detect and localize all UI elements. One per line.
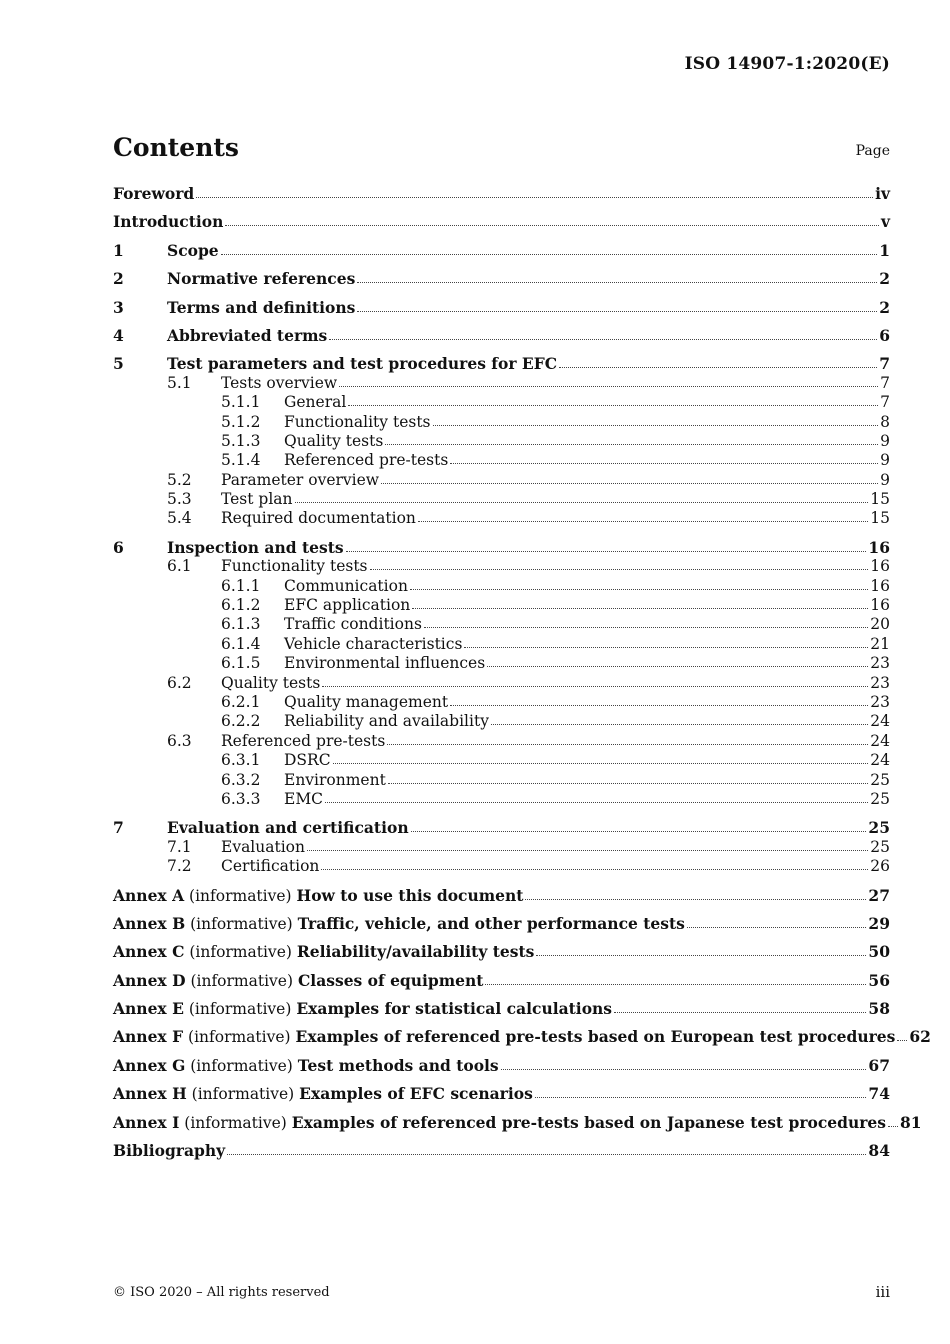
toc-entry-number: 7.1	[167, 837, 192, 856]
toc-entry-title: Abbreviated terms	[167, 325, 328, 345]
annex-entry[interactable]	[113, 942, 890, 961]
toc-entry[interactable]	[113, 509, 890, 528]
toc-entry-number: 6.1	[167, 557, 192, 576]
toc-entry-title: EFC application	[284, 596, 411, 615]
dot-leader	[346, 550, 867, 552]
toc-entry-page: 7	[879, 354, 890, 374]
toc-entry-number: 5.3	[167, 490, 192, 509]
toc-entry-title: Functionality tests	[221, 557, 368, 576]
toc-entry-title: Scope	[167, 240, 219, 260]
dot-leader	[388, 782, 868, 784]
dot-leader	[418, 520, 868, 522]
toc-entry[interactable]	[113, 184, 890, 203]
dot-leader	[221, 253, 878, 255]
doc-header: ISO 14907-1:2020(E)	[684, 54, 890, 74]
toc-entry[interactable]	[113, 838, 890, 857]
toc-entry[interactable]	[113, 818, 890, 837]
annex-entry[interactable]	[113, 886, 890, 905]
toc-entry-page: 25	[870, 770, 890, 789]
toc-entry-title: DSRC	[284, 751, 331, 770]
dot-leader	[888, 1125, 898, 1127]
toc-entry-page: 9	[880, 451, 890, 470]
annex-entry[interactable]	[113, 971, 890, 990]
toc-entry[interactable]	[113, 393, 890, 412]
toc-entry-page: 25	[868, 818, 890, 838]
table-of-contents	[113, 184, 931, 1161]
toc-entry-title: Evaluation	[221, 837, 305, 856]
toc-entry-title: Traffic conditions	[284, 615, 422, 634]
annex-entry[interactable]	[113, 1056, 890, 1075]
toc-entry[interactable]	[113, 751, 890, 770]
annex-page: 29	[868, 913, 890, 933]
toc-entry-number: 6.1.4	[221, 634, 261, 653]
dot-leader	[535, 1096, 867, 1098]
annex-entry[interactable]	[113, 1084, 890, 1103]
toc-entry-title: Vehicle characteristics	[284, 634, 463, 653]
annex-label: Annex B	[113, 913, 186, 933]
toc-entry-title: Test parameters and test procedures for EFC	[167, 354, 558, 374]
toc-entry-page: 9	[880, 431, 890, 450]
dot-leader	[536, 954, 866, 956]
dot-leader	[559, 366, 877, 368]
dot-leader	[485, 983, 866, 985]
annex-page: 58	[868, 999, 890, 1019]
toc-entry-number: 6	[113, 537, 124, 557]
toc-entry[interactable]	[113, 212, 890, 231]
bibliography-page: 84	[868, 1141, 890, 1161]
toc-entry-number: 6.3.1	[221, 751, 261, 770]
toc-entry-page: 25	[870, 789, 890, 808]
toc-entry-number: 7	[113, 818, 124, 838]
toc-entry[interactable]	[113, 771, 890, 790]
toc-entry-number: 5.1.2	[221, 412, 261, 431]
toc-entry-page: 23	[870, 692, 890, 711]
annex-title: Examples of referenced pre-tests based on European test procedures	[295, 1027, 896, 1047]
toc-entry[interactable]	[113, 432, 890, 451]
dot-leader	[381, 482, 878, 484]
toc-entry[interactable]	[113, 451, 890, 470]
dot-leader	[357, 281, 877, 283]
toc-entry-number: 7.2	[167, 857, 192, 876]
toc-entry[interactable]	[113, 615, 890, 634]
toc-entry-title: Referenced pre-tests	[284, 451, 449, 470]
toc-entry-number: 5.1.1	[221, 393, 261, 412]
toc-entry-number: 5.1.4	[221, 451, 261, 470]
annex-label: Annex H	[113, 1084, 187, 1104]
annex-title: Traffic, vehicle, and other performance tests	[297, 913, 685, 933]
toc-entry[interactable]	[113, 557, 890, 576]
toc-entry-page: 2	[879, 297, 890, 317]
toc-entry-page: 2	[879, 269, 890, 289]
toc-entry-number: 5	[113, 354, 124, 374]
toc-entry-page: 23	[870, 673, 890, 692]
toc-entry-page: 24	[870, 712, 890, 731]
toc-entry-number: 6.1.2	[221, 596, 261, 615]
toc-entry[interactable]	[113, 241, 890, 260]
toc-entry[interactable]	[113, 857, 890, 876]
annex-title: Examples for statistical calculations	[296, 999, 613, 1019]
toc-entry[interactable]	[113, 326, 890, 345]
annex-entry[interactable]	[113, 1112, 922, 1132]
toc-entry-number: 6.3	[167, 731, 192, 750]
annex-label: Annex F	[113, 1027, 184, 1047]
footer-copyright: © ISO 2020 – All rights reserved	[113, 1285, 330, 1300]
toc-entry-title: Environment	[284, 770, 386, 789]
dot-leader	[387, 743, 868, 745]
toc-entry-number: 5.1	[167, 373, 192, 392]
dot-leader	[348, 404, 878, 406]
annex-label: Annex I	[113, 1112, 180, 1132]
toc-entry-page: 1	[879, 240, 890, 260]
annex-kind: (informative)	[190, 971, 294, 990]
annex-kind: (informative)	[190, 1056, 293, 1075]
footer-page-number: iii	[875, 1283, 890, 1301]
toc-entry-page: 23	[870, 654, 890, 673]
toc-entry-title: General	[284, 393, 347, 412]
toc-entry-title: Communication	[284, 576, 408, 595]
toc-entry[interactable]	[113, 693, 890, 712]
annex-title: Examples of referenced pre-tests based on Japanese test procedures	[291, 1112, 886, 1132]
toc-entry-page: 26	[870, 857, 890, 876]
toc-entry-title: Reliability and availability	[284, 712, 489, 731]
dot-leader	[487, 665, 868, 667]
toc-entry-page: 25	[870, 837, 890, 856]
toc-entry-title: Introduction	[113, 212, 224, 232]
toc-entry-number: 1	[113, 240, 124, 260]
annex-label: Annex E	[113, 999, 184, 1019]
toc-entry-page: 7	[880, 393, 890, 412]
dot-leader	[433, 424, 879, 426]
toc-entry-page: 8	[880, 412, 890, 431]
annex-page: 62	[909, 1027, 931, 1047]
annex-title: Classes of equipment	[297, 970, 484, 990]
dot-leader	[227, 1153, 866, 1155]
toc-entry[interactable]	[113, 298, 890, 317]
dot-leader	[410, 588, 868, 590]
dot-leader	[357, 310, 877, 312]
dot-leader	[307, 849, 868, 851]
toc-entry[interactable]	[113, 712, 890, 731]
dot-leader	[450, 704, 868, 706]
dot-leader	[225, 224, 879, 226]
toc-entry-title: Referenced pre-tests	[221, 731, 386, 750]
toc-entry-title: Parameter overview	[221, 470, 380, 489]
toc-entry-page: 20	[870, 615, 890, 634]
toc-entry-page: 6	[879, 325, 890, 345]
toc-entry-number: 6.1.1	[221, 576, 261, 595]
annex-page: 50	[868, 942, 890, 962]
toc-entry-page: 24	[870, 751, 890, 770]
dot-leader	[424, 626, 868, 628]
toc-entry-page: 16	[868, 537, 890, 557]
annex-kind: (informative)	[188, 1028, 291, 1047]
dot-leader	[501, 1068, 867, 1070]
dot-leader	[412, 607, 868, 609]
dot-leader	[525, 898, 866, 900]
toc-entry-title: Test plan	[221, 490, 293, 509]
toc-entry-title: Foreword	[113, 184, 195, 203]
toc-entry-title: Certification	[221, 857, 320, 876]
toc-entry-page: 16	[870, 557, 890, 576]
toc-entry[interactable]	[113, 577, 890, 596]
toc-entry[interactable]	[113, 790, 890, 809]
annex-title: How to use this document	[296, 885, 524, 905]
dot-leader	[614, 1011, 866, 1013]
toc-entry-number: 5.4	[167, 509, 192, 528]
annex-title: Test methods and tools	[297, 1055, 499, 1075]
annex-title: Reliability/availability tests	[296, 942, 535, 962]
dot-leader	[687, 926, 867, 928]
annex-page: 67	[868, 1055, 890, 1075]
annex-kind: (informative)	[190, 914, 293, 933]
annex-page: 27	[868, 885, 890, 905]
toc-entry[interactable]	[113, 596, 890, 615]
dot-leader	[321, 868, 868, 870]
toc-entry[interactable]	[113, 354, 890, 373]
toc-entry-page: iv	[875, 184, 890, 203]
toc-entry-title: EMC	[284, 789, 324, 808]
toc-entry-title: Evaluation and certification	[167, 818, 409, 838]
toc-entry-number: 5.2	[167, 470, 192, 489]
bibliography-title: Bibliography	[113, 1141, 226, 1161]
annex-entry[interactable]	[113, 1027, 931, 1047]
toc-entry-page: 15	[870, 509, 890, 528]
toc-entry-number: 6.1.3	[221, 615, 261, 634]
toc-entry[interactable]	[113, 269, 890, 288]
toc-entry-page: 24	[870, 731, 890, 750]
toc-entry-title: Quality tests	[284, 431, 384, 450]
toc-entry-number: 6.2.1	[221, 692, 261, 711]
toc-entry-page: 16	[870, 576, 890, 595]
toc-entry[interactable]	[113, 654, 890, 673]
toc-entry-title: Inspection and tests	[167, 537, 344, 557]
dot-leader	[325, 801, 868, 803]
toc-entry-title: Quality management	[284, 692, 449, 711]
toc-entry-page: 21	[870, 634, 890, 653]
contents-title: Contents	[113, 133, 240, 162]
toc-entry[interactable]	[113, 732, 890, 751]
toc-entry-number: 4	[113, 325, 124, 345]
toc-entry-page: 7	[880, 373, 890, 392]
annex-kind: (informative)	[189, 943, 292, 962]
toc-entry-page: 16	[870, 596, 890, 615]
toc-entry-number: 6.1.5	[221, 654, 261, 673]
toc-entry-page: v	[880, 212, 890, 232]
dot-leader	[370, 568, 869, 570]
annex-label: Annex A	[113, 885, 185, 905]
annex-entry[interactable]	[113, 914, 890, 933]
dot-leader	[464, 646, 868, 648]
toc-entry[interactable]	[113, 471, 890, 490]
toc-entry-title: Quality tests	[221, 673, 321, 692]
dot-leader	[491, 723, 868, 725]
toc-entry[interactable]	[113, 374, 890, 393]
toc-entry[interactable]	[113, 674, 890, 693]
annex-entry[interactable]	[113, 999, 890, 1018]
dot-leader	[329, 338, 877, 340]
toc-entry-title: Normative references	[167, 269, 356, 289]
annex-kind: (informative)	[184, 1113, 287, 1132]
toc-entry-title: Required documentation	[221, 509, 416, 528]
annex-title: Examples of EFC scenarios	[299, 1084, 533, 1104]
annex-page: 56	[868, 970, 890, 990]
toc-entry-number: 6.2.2	[221, 712, 261, 731]
toc-entry[interactable]	[113, 635, 890, 654]
toc-entry[interactable]	[113, 413, 890, 432]
annex-label: Annex G	[113, 1055, 186, 1075]
dot-leader	[385, 443, 878, 445]
toc-entry[interactable]	[113, 490, 890, 509]
toc-entry-title: Tests overview	[221, 373, 338, 392]
dot-leader	[322, 685, 868, 687]
dot-leader	[196, 196, 873, 198]
dot-leader	[411, 830, 867, 832]
annex-kind: (informative)	[191, 1085, 295, 1104]
dot-leader	[897, 1039, 907, 1041]
bibliography-entry[interactable]	[113, 1141, 890, 1160]
annex-label: Annex D	[113, 970, 186, 990]
dot-leader	[333, 762, 869, 764]
page-column-label: Page	[855, 143, 890, 159]
toc-entry-number: 5.1.3	[221, 431, 261, 450]
toc-entry-title: Environmental influences	[284, 654, 486, 673]
toc-entry-number: 6.3.2	[221, 770, 261, 789]
annex-kind: (informative)	[188, 1000, 292, 1019]
toc-entry-page: 9	[880, 470, 890, 489]
toc-entry[interactable]	[113, 538, 890, 557]
toc-entry-number: 6.2	[167, 673, 192, 692]
toc-entry-number: 6.3.3	[221, 789, 261, 808]
annex-kind: (informative)	[189, 886, 292, 905]
toc-entry-number: 3	[113, 297, 124, 317]
toc-entry-title: Functionality tests	[284, 412, 431, 431]
dot-leader	[450, 462, 878, 464]
annex-label: Annex C	[113, 942, 185, 962]
annex-page: 81	[900, 1112, 922, 1132]
dot-leader	[295, 501, 869, 503]
annex-page: 74	[868, 1084, 890, 1104]
toc-entry-number: 2	[113, 269, 124, 289]
toc-entry-page: 15	[870, 490, 890, 509]
dot-leader	[339, 385, 878, 387]
toc-entry-title: Terms and definitions	[167, 297, 356, 317]
